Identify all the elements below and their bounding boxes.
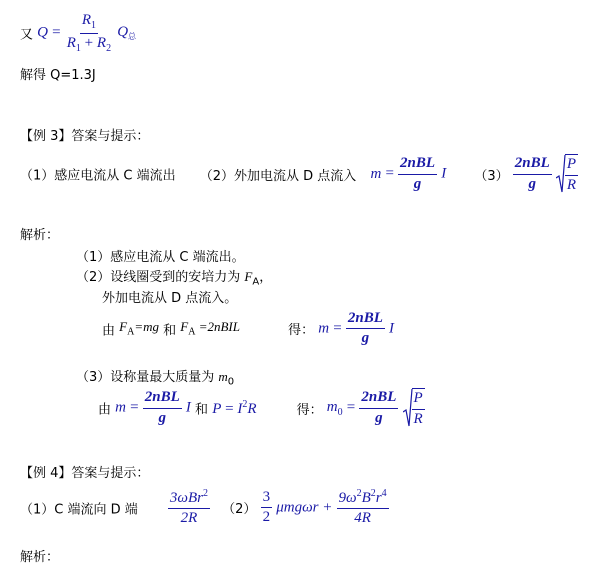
- superscript-2: 2: [370, 488, 376, 499]
- subscript-0: 0: [227, 376, 235, 388]
- fraction-numerator: P: [412, 390, 425, 409]
- equals: =: [130, 399, 139, 416]
- fraction-numerator: 3: [261, 489, 273, 508]
- fraction-numerator: [168, 488, 210, 509]
- answer-1: （1）C 端流向 D 端: [20, 502, 138, 518]
- subscript-a: A: [188, 327, 196, 339]
- prefix-you: 又: [20, 27, 34, 43]
- fraction-numerator: P: [565, 156, 578, 175]
- symbol-r: R: [247, 400, 257, 417]
- symbol-i: I: [389, 320, 395, 337]
- subscript-a: A: [127, 327, 135, 339]
- rhs-mg: =mg: [134, 319, 159, 335]
- symbol-m0: [326, 398, 343, 418]
- formula-q-ratio: [20, 12, 136, 54]
- equals: =: [52, 24, 61, 41]
- fraction-denominator: g: [361, 330, 370, 347]
- superscript-2: 2: [356, 488, 362, 499]
- equals: =: [221, 400, 238, 417]
- symbol-f: F: [180, 319, 189, 335]
- fraction-denominator: 2: [262, 509, 271, 526]
- step-2-text: （2）设线圈受到的安培力为: [76, 270, 245, 285]
- text-you: 由: [98, 402, 112, 418]
- text-he: 和: [163, 323, 181, 339]
- fraction-numerator: 2nBL: [398, 155, 437, 174]
- text-you: 由: [102, 323, 120, 339]
- fraction-denominator: g: [375, 409, 383, 426]
- fraction-9w2b2r4-over-4r: [337, 488, 389, 528]
- analysis-step-3: [76, 366, 234, 388]
- term-b: B: [361, 490, 371, 506]
- example-3-answers: [20, 154, 578, 194]
- fraction-denominator: g: [158, 409, 166, 426]
- analysis-step-1: （1）感应电流从 C 端流出。: [76, 250, 245, 265]
- fraction-denominator: R: [413, 410, 423, 427]
- step-3-text: （3）设称量最大质量为: [76, 370, 219, 385]
- sqrt-p-over-r: [403, 388, 425, 428]
- fraction-2nbl-over-g: [143, 389, 182, 427]
- answer-2: （2）外加电流从 D 点流入: [199, 168, 357, 184]
- text-he: 和: [195, 402, 213, 418]
- equals: =: [333, 320, 342, 337]
- fraction-numerator: 2nBL: [346, 310, 385, 329]
- symbol-m: m: [370, 165, 382, 182]
- superscript-2: 2: [203, 488, 208, 499]
- symbol-m: m: [326, 398, 338, 415]
- equals: =: [346, 399, 356, 416]
- fraction-2nbl-over-g: [346, 310, 385, 348]
- fraction-denominator: 4R: [354, 510, 371, 527]
- rhs-2nbil: =2nBIL: [195, 319, 240, 335]
- fraction-p-over-r: [565, 156, 578, 194]
- fa-equals-mg: [119, 319, 159, 339]
- analysis-label-2: 解析：: [20, 550, 60, 565]
- plus: +: [84, 34, 94, 51]
- result-line: 解得 Q=1.3J: [20, 68, 96, 83]
- example-3-header: 【例 3】答案与提示：: [20, 129, 150, 144]
- example-4-answers: [20, 488, 389, 528]
- r-symbol: R: [66, 34, 76, 51]
- fa-equals-2nbil: [180, 319, 240, 339]
- fraction-3-over-2: [261, 489, 273, 527]
- fraction-2nbl-over-g: [398, 155, 437, 193]
- sqrt-p-over-r: [556, 154, 578, 194]
- comma: ，: [259, 270, 273, 285]
- subscript-total: 总: [128, 32, 137, 41]
- analysis-step-2b: 外加电流从 D 点流入。: [102, 291, 238, 306]
- fraction-numerator: [80, 12, 98, 34]
- symbol-q-total: [117, 24, 136, 40]
- mu-mg-omega-r-plus: μmgωr +: [276, 499, 333, 516]
- fraction-numerator: 2nBL: [359, 389, 398, 408]
- answer-3-label: （3）: [474, 168, 509, 184]
- fraction-3wbr2-over-2r: [168, 488, 210, 528]
- analysis-step-2: [76, 266, 272, 288]
- symbol-m: m: [115, 399, 126, 416]
- fraction-denominator: R: [566, 176, 577, 193]
- fraction-denominator: g: [528, 175, 537, 192]
- term-9w: 9ω: [338, 490, 357, 506]
- subscript-a: A: [252, 276, 260, 288]
- fraction-denominator: 2R: [180, 510, 198, 527]
- analysis-formula-1: [102, 310, 394, 348]
- fraction-numerator: 2nBL: [143, 389, 182, 408]
- answer-1: （1）感应电流从 C 端流出: [20, 168, 176, 184]
- symbol-i: I: [441, 165, 447, 182]
- equals: =: [385, 165, 394, 182]
- subscript: 1: [75, 42, 81, 54]
- fraction-r1-over-sum: [65, 12, 113, 54]
- fraction-2nbl-over-g-2: [359, 389, 398, 427]
- fraction-2nbl-over-g-2: [513, 155, 552, 193]
- superscript-4: 4: [381, 488, 387, 499]
- fraction-denominator: g: [413, 175, 422, 192]
- symbol-m: m: [318, 320, 330, 337]
- subscript: 1: [90, 20, 96, 31]
- analysis-formula-2: [98, 388, 425, 428]
- symbol-f: F: [119, 319, 128, 335]
- fraction-denominator: [65, 34, 113, 55]
- q-symbol: Q: [117, 24, 129, 40]
- fraction-p-over-r: [412, 390, 425, 428]
- answer-2-label: （2）: [222, 502, 257, 518]
- symbol-f: F: [244, 269, 253, 284]
- fraction-numerator: [337, 488, 389, 509]
- r-symbol: R: [81, 12, 91, 28]
- analysis-label: 解析：: [20, 228, 60, 243]
- subscript: 2: [106, 42, 112, 54]
- symbol-i: I: [185, 399, 191, 416]
- symbol-p: P: [212, 400, 222, 417]
- term-r: r: [375, 490, 382, 506]
- numerator-text: 3ωBr: [169, 490, 203, 506]
- symbol-q: Q: [37, 24, 48, 41]
- superscript-2: 2: [242, 398, 248, 410]
- r-symbol: R: [96, 34, 107, 51]
- fraction-numerator: 2nBL: [513, 155, 552, 174]
- symbol-i: I: [237, 400, 243, 417]
- symbol-m: m: [218, 369, 228, 384]
- example-4-header: 【例 4】答案与提示：: [20, 466, 150, 481]
- subscript-0: 0: [337, 406, 343, 418]
- p-equals-i2r: [212, 398, 257, 417]
- text-de: 得：: [288, 323, 315, 339]
- text-de: 得：: [296, 402, 323, 418]
